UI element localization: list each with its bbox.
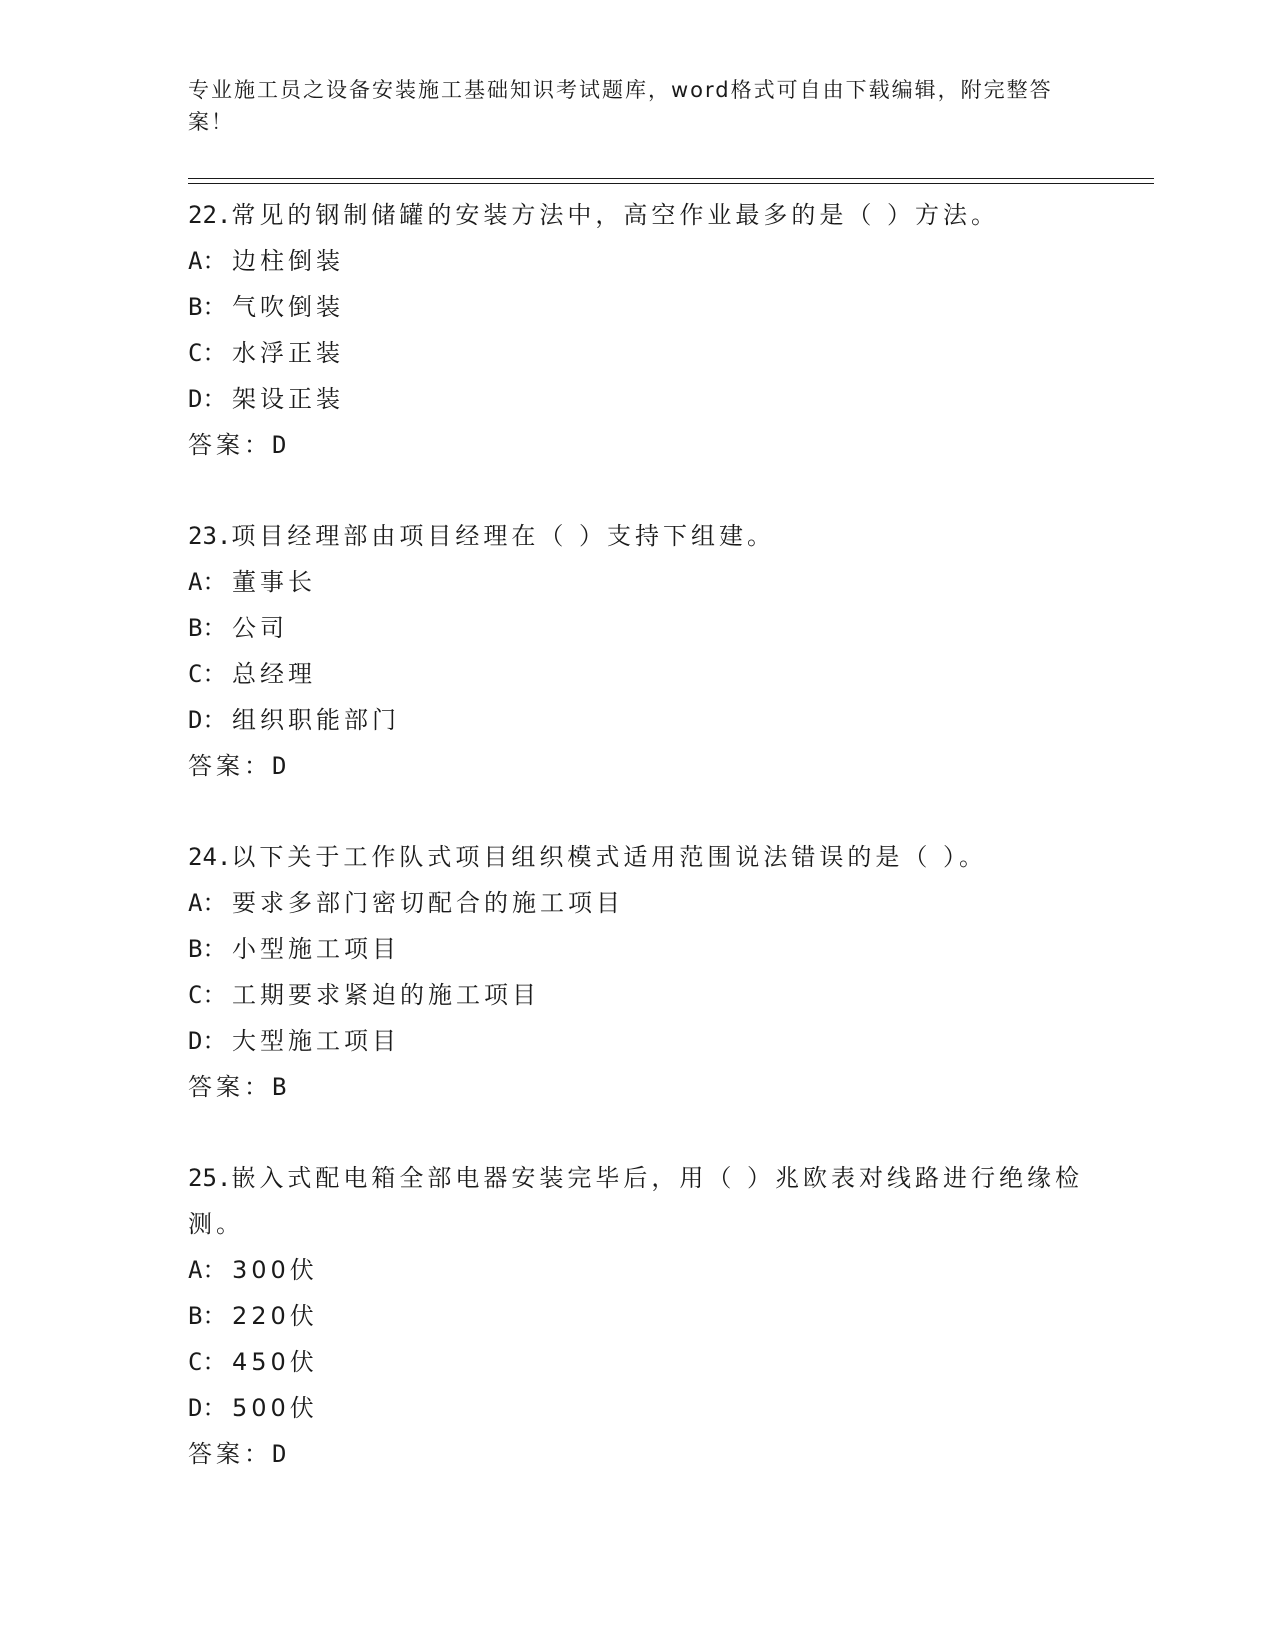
option-letter: C： [188,660,227,688]
question-24 [188,834,1088,1110]
question-25 [188,1155,1088,1477]
option-b [188,926,1088,972]
answer-value: B [272,1073,287,1101]
option-text: 要求多部门密切配合的施工项目 [232,889,624,917]
header-divider-top [188,178,1154,179]
option-a [188,1247,1088,1293]
option-c [188,651,1088,697]
answer-value: D [272,431,287,459]
option-letter: C： [188,981,227,1009]
option-text: 架设正装 [232,385,344,413]
option-a [188,880,1088,926]
option-c [188,1339,1088,1385]
option-letter: A： [188,247,227,275]
option-letter: A： [188,1256,227,1284]
option-d [188,1385,1088,1431]
answer-line [188,1064,1088,1110]
question-22 [188,192,1088,468]
option-d [188,1018,1088,1064]
question-text [188,513,1088,559]
option-text: 小型施工项目 [232,935,400,963]
option-letter: D： [188,385,227,413]
question-text [188,192,1088,238]
document-header [188,74,1068,138]
option-text: 大型施工项目 [232,1027,400,1055]
question-stem: 常见的钢制储罐的安装方法中，高空作业最多的是（ ）方法。 [231,201,999,229]
option-text: 300伏 [232,1256,318,1284]
question-list [188,192,1088,1522]
question-stem: 嵌入式配电箱全部电器安装完毕后，用（ ）兆欧表对线路进行绝缘检测。 [188,1164,1083,1238]
option-letter: D： [188,1027,227,1055]
option-letter: A： [188,568,227,596]
option-text: 500伏 [232,1394,318,1422]
question-text [188,834,1088,880]
answer-line [188,1431,1088,1477]
option-d [188,376,1088,422]
option-letter: B： [188,1302,227,1330]
option-letter: A： [188,889,227,917]
option-letter: B： [188,293,227,321]
answer-label: 答案： [188,431,272,459]
answer-label: 答案： [188,1440,272,1468]
option-letter: C： [188,339,227,367]
option-b [188,605,1088,651]
option-text: 总经理 [232,660,316,688]
answer-value: D [272,1440,287,1468]
question-number: 22. [188,201,232,229]
option-b [188,1293,1088,1339]
option-letter: B： [188,614,227,642]
header-text: 专业施工员之设备安装施工基础知识考试题库，word格式可自由下载编辑，附完整答案！ [188,78,1053,134]
option-d [188,697,1088,743]
option-letter: D： [188,1394,227,1422]
option-text: 水浮正装 [232,339,344,367]
option-text: 公司 [232,614,288,642]
question-stem: 项目经理部由项目经理在（ ）支持下组建。 [231,522,775,550]
question-text [188,1155,1088,1247]
question-23 [188,513,1088,789]
option-text: 气吹倒装 [232,293,344,321]
option-c [188,330,1088,376]
option-a [188,238,1088,284]
option-text: 工期要求紧迫的施工项目 [232,981,540,1009]
answer-value: D [272,752,287,780]
question-number: 24. [188,843,232,871]
question-number: 23. [188,522,232,550]
option-text: 组织职能部门 [232,706,400,734]
option-c [188,972,1088,1018]
question-stem: 以下关于工作队式项目组织模式适用范围说法错误的是（ ）。 [231,843,987,871]
option-a [188,559,1088,605]
answer-line [188,743,1088,789]
answer-line [188,422,1088,468]
answer-label: 答案： [188,1073,272,1101]
option-text: 450伏 [232,1348,318,1376]
option-letter: B： [188,935,227,963]
answer-label: 答案： [188,752,272,780]
option-text: 边柱倒装 [232,247,344,275]
option-text: 220伏 [232,1302,318,1330]
question-number: 25. [188,1164,232,1192]
option-letter: C： [188,1348,227,1376]
option-text: 董事长 [232,568,316,596]
header-divider-bottom [188,183,1154,184]
option-letter: D： [188,706,227,734]
option-b [188,284,1088,330]
